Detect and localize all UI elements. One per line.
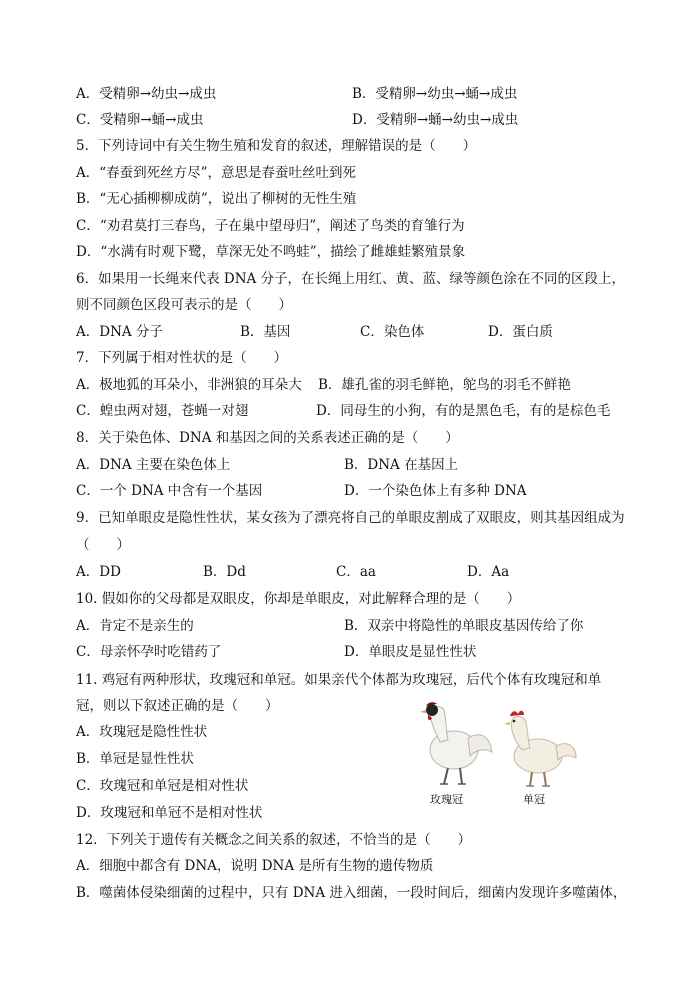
q6-stem-line2: 则不同颜色区段可表示的是（ ） <box>76 297 292 313</box>
q12-option-b: B．噬菌体侵染细菌的过程中，只有 DNA 进入细菌，一段时间后，细菌内发现许多噬菌体， <box>76 885 627 901</box>
q4-option-a: A．受精卵→幼虫→成虫 <box>76 86 217 102</box>
q11-option-c: C．玫瑰冠和单冠是相对性状 <box>76 778 249 794</box>
chicken-figure <box>410 700 580 810</box>
q6-option-a: A．DNA 分子 <box>76 324 163 340</box>
q11-option-d: D．玫瑰冠和单冠不是相对性状 <box>76 805 263 821</box>
q11-stem-line2: 冠，则以下叙述正确的是（ ） <box>76 698 279 714</box>
q7-option-d: D．同母生的小狗，有的是黑色毛，有的是棕色毛 <box>316 403 611 419</box>
single-comb-caption: 单冠 <box>523 793 545 806</box>
q6-stem-line1: 6．如果用一长绳来代表 DNA 分子，在长绳上用红、黄、蓝、绿等颜色涂在不同的区段上， <box>76 271 626 287</box>
q9-option-c: C．aa <box>336 564 376 580</box>
q8-option-a: A．DNA 主要在染色体上 <box>76 457 231 473</box>
chicken-illustration <box>410 700 580 792</box>
q7-option-b: B．雄孔雀的羽毛鲜艳，鸵鸟的羽毛不鲜艳 <box>318 377 571 393</box>
q9-stem-line1: 9．已知单眼皮是隐性性状，某女孩为了漂亮将自己的单眼皮割成了双眼皮，则其基因组成为 <box>76 510 625 526</box>
q11-option-b: B．单冠是显性性状 <box>76 751 194 767</box>
q4-option-b: B．受精卵→幼虫→蛹→成虫 <box>352 86 518 102</box>
q5-option-d: D．“水满有时观下鹭，草深无处不鸣蛙”，描绘了雌雄蛙繁殖景象 <box>76 244 466 260</box>
q10-option-a: A．肯定不是亲生的 <box>76 618 194 634</box>
q4-option-c: C．受精卵→蛹→成虫 <box>76 112 204 128</box>
q5-option-b: B．“无心插柳柳成荫”，说出了柳树的无性生殖 <box>76 191 357 207</box>
q6-option-d: D．蛋白质 <box>488 324 553 340</box>
q9-option-a: A．DD <box>76 564 121 580</box>
q7-option-c: C．蝗虫两对翅，苍蝇一对翅 <box>76 403 249 419</box>
q8-option-c: C．一个 DNA 中含有一个基因 <box>76 483 263 499</box>
q9-stem-line2: （ ） <box>76 537 130 553</box>
q4-option-d: D．受精卵→蛹→幼虫→成虫 <box>352 112 519 128</box>
q9-option-b: B．Dd <box>203 564 246 580</box>
q10-stem: 10. 假如你的父母都是双眼皮，你却是单眼皮，对此解释合理的是（ ） <box>76 591 521 607</box>
q7-option-a: A．极地狐的耳朵小，非洲狼的耳朵大 <box>76 377 302 393</box>
q11-stem-line1: 11. 鸡冠有两种形状，玫瑰冠和单冠。如果亲代个体都为玫瑰冠，后代个体有玫瑰冠和单 <box>76 672 602 688</box>
q10-option-d: D．单眼皮是显性性状 <box>344 644 477 660</box>
q12-option-a: A．细胞中都含有 DNA，说明 DNA 是所有生物的遗传物质 <box>76 858 434 874</box>
single-comb-chicken <box>504 711 576 786</box>
q5-stem: 5．下列诗词中有关生物生殖和发育的叙述，理解错误的是（ ） <box>76 138 477 154</box>
q8-stem: 8．关于染色体、DNA 和基因之间的关系表述正确的是（ ） <box>76 430 459 446</box>
rose-comb-chicken <box>420 702 492 784</box>
q6-option-c: C．染色体 <box>360 324 425 340</box>
q6-option-b: B．基因 <box>240 324 291 340</box>
q7-stem: 7．下列属于相对性状的是（ ） <box>76 350 288 366</box>
q8-option-b: B．DNA 在基因上 <box>344 457 459 473</box>
q8-option-d: D．一个染色体上有多种 DNA <box>344 483 527 499</box>
q9-option-d: D．Aa <box>467 564 510 580</box>
q5-option-c: C．“劝君莫打三春鸟，子在巢中望母归”，阐述了鸟类的育雏行为 <box>76 218 465 234</box>
q12-stem: 12．下列关于遗传有关概念之间关系的叙述，不恰当的是（ ） <box>76 832 472 848</box>
q10-option-b: B．双亲中将隐性的单眼皮基因传给了你 <box>344 618 584 634</box>
q11-option-a: A．玫瑰冠是隐性性状 <box>76 724 208 740</box>
q10-option-c: C．母亲怀孕时吃错药了 <box>76 644 222 660</box>
q5-option-a: A．“春蚕到死丝方尽”，意思是春蚕吐丝吐到死 <box>76 165 357 181</box>
rose-comb-caption: 玫瑰冠 <box>430 793 463 806</box>
